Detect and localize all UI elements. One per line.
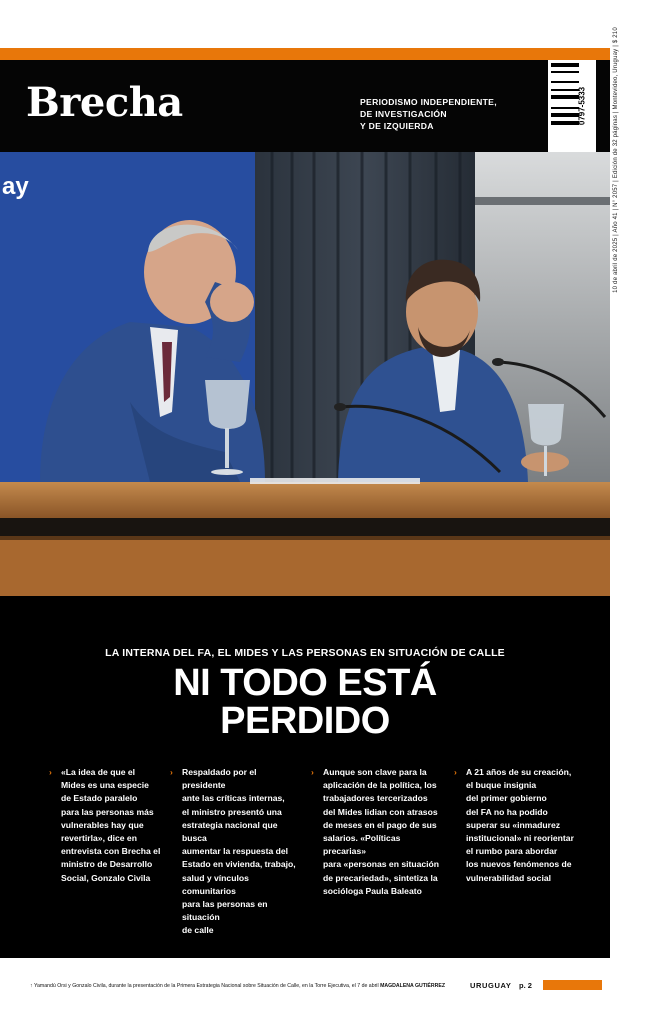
barcode-icon [551,63,579,149]
tagline [360,96,497,132]
teaser-line: el rumbo para abordar [466,846,558,857]
chevron-right-icon: › [49,767,52,777]
teaser-line: el buque insignia [466,780,537,791]
teaser-line: entrevista con Brecha el [61,846,161,857]
mic-head [334,403,346,411]
barcode-bar [551,113,579,117]
wall-trim [475,197,610,205]
teaser-line: aplicación de la política, los [323,780,437,791]
story-kicker: LA INTERNA DEL FA, EL MIDES Y LAS PERSONAS EN SITUACIÓN DE CALLE [105,647,505,659]
teaser-line: Estado en vivienda, trabajo, [182,859,296,870]
teaser-line: vulnerables hay que [61,819,144,830]
teaser-line: de meses en el pago de sus [323,819,437,830]
desk-front [0,536,610,596]
chevron-right-icon: › [170,767,173,777]
barcode-bar [551,95,579,99]
teaser-line: de precariedad», sintetiza la [323,872,438,883]
mic-head [492,358,504,366]
teaser-line: salarios. «Políticas precarias» [323,833,401,857]
teaser-line: del Mides lidian con atrasos [323,806,438,817]
teaser-line: Aunque son clave para la [323,767,427,777]
headline-line: PERDIDO [220,700,390,742]
teaser-column[interactable] [454,766,576,885]
teaser-line: para «personas en situación [323,859,440,870]
teaser-line: los nuevos fenómenos de [466,859,572,870]
teaser-line: para las personas más [61,806,154,817]
headline-line: NI TODO ESTÁ [173,662,437,704]
cover-photo [0,152,610,596]
teaser-line: superar su «inmadurez [466,819,561,830]
photographer-credit: MAGDALENA GUTIÉRREZ [380,983,445,989]
teaser-line: Mides es una especie [61,780,149,791]
photo-caption [30,983,445,989]
teaser-line: Respaldado por el presidente [182,767,257,791]
teaser-line: Social, Gonzalo Civila [61,872,151,883]
backdrop-text: ay [2,173,29,200]
barcode-bar [551,81,579,83]
teaser-line: revertirla», dice en [61,833,137,844]
tagline-line: Y DE IZQUIERDA [360,121,434,131]
desk-edge [0,518,610,536]
teaser-column[interactable] [49,766,179,885]
page-number: p. 2 [519,981,532,990]
teaser-line: A 21 años de su creación, [466,767,572,777]
teaser-line: trabajadores tercerizados [323,793,428,804]
teaser-line: de calle [182,925,214,936]
caption-text: ↑ Yamandú Orsi y Gonzalo Civila, durante la presentación de la Primera Estrategia Nacional sobre Situación de Calle, en la Torre Ejecutiva, el 7 de abril [30,983,379,989]
story-headline [0,664,610,740]
teaser-line: del FA no ha podido [466,806,548,817]
teaser-line: aumentar la respuesta del [182,846,289,857]
tagline-line: PERIODISMO INDEPENDIENTE, [360,97,497,107]
teaser-line: ministro de Desarrollo [61,859,153,870]
desk-top [0,482,610,518]
desk-line [0,536,610,540]
tagline-line: DE INVESTIGACIÓN [360,109,447,119]
teaser-line: el ministro presentó una [182,806,282,817]
footer [0,958,645,1024]
top-accent-bar [0,48,610,60]
teaser-line: estrategia nacional que busca [182,819,278,844]
teaser-column[interactable] [311,766,441,898]
barcode-bar [551,63,579,67]
teaser-line: ante las críticas internas, [182,793,285,804]
press-conference-photo [0,152,610,596]
teaser-line: salud y vínculos comunitarios [182,872,249,896]
teaser-column[interactable] [170,766,300,938]
papers [250,478,420,484]
barcode-bar [551,121,579,125]
logo: Brecha [26,79,183,126]
barcode-bar [551,71,579,73]
issn-number: 0797-5333 [577,86,587,126]
chevron-right-icon: › [311,767,314,777]
edition-info: 10 de abril de 2025 | Año 41 | N° 2057 | Edición de 32 páginas | Montevideo, Uruguay | $ 210 [613,27,619,293]
barcode-bar [551,89,579,91]
teaser-line: de Estado paralelo [61,793,138,804]
section-accent-tab [543,980,602,990]
teaser-line: del primer gobierno [466,793,547,804]
barcode-bar [551,107,579,109]
teaser-line: institucional» ni reorientar [466,833,574,844]
barcode-box [548,60,596,152]
chevron-right-icon: › [454,767,457,777]
teaser-line: «La idea de que el [61,767,136,777]
teaser-line: socióloga Paula Baleato [323,885,422,896]
section-label[interactable]: URUGUAY [470,981,512,990]
teaser-line: vulnerabilidad social [466,872,552,883]
teaser-line: para las personas en situación [182,899,268,923]
